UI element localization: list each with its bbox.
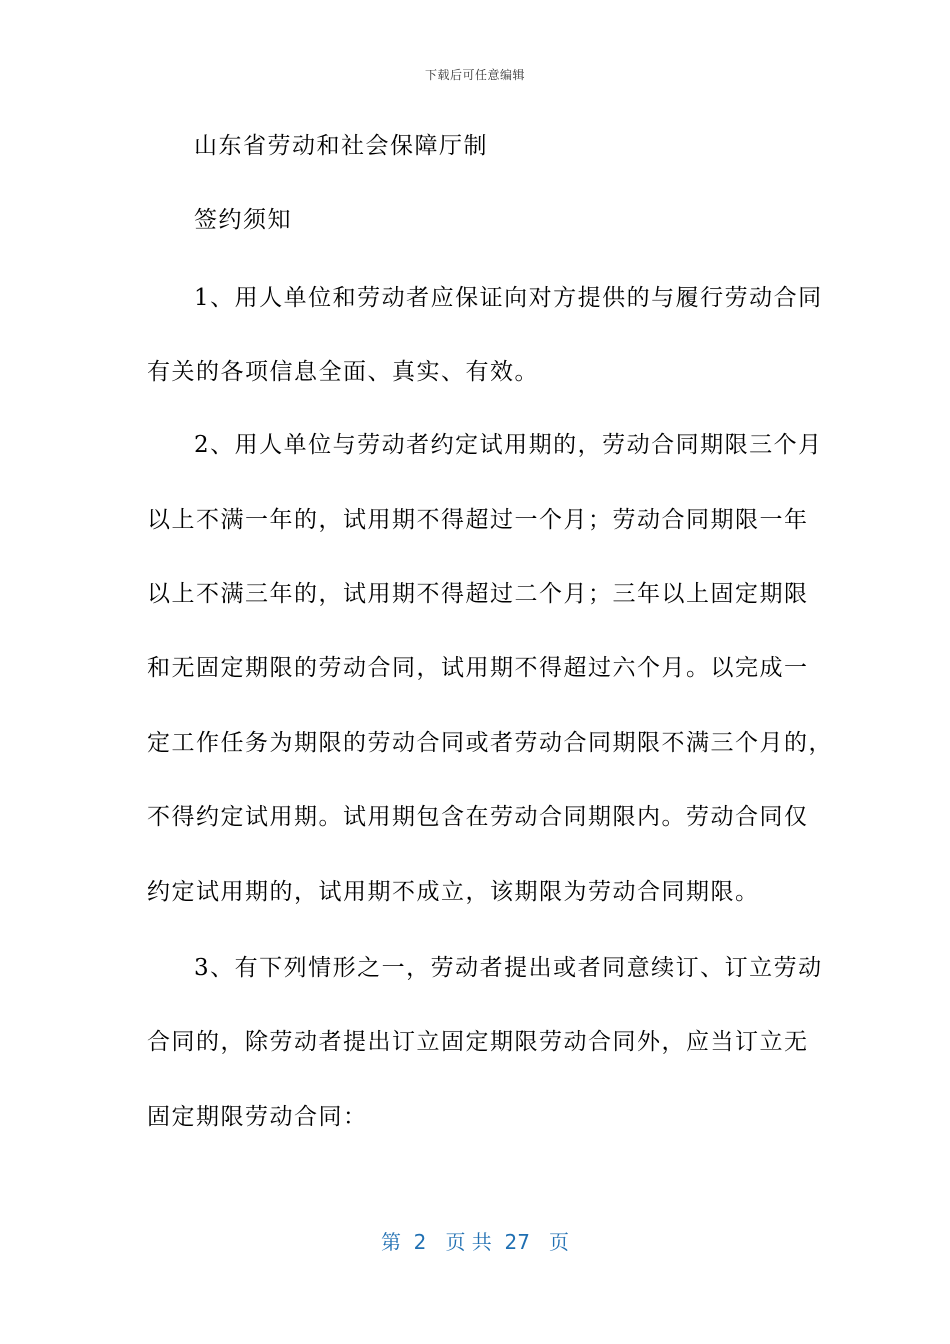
- paragraph-3-line-2: 合同的，除劳动者提出订立固定期限劳动合同外，应当订立无: [147, 1029, 809, 1055]
- paragraph-2-line-4: 和无固定期限的劳动合同，试用期不得超过六个月。以完成一: [147, 655, 809, 681]
- paragraph-2-line-1: 2、用人单位与劳动者约定试用期的，劳动合同期限三个月: [194, 432, 823, 458]
- paragraph-3-line-1: 3、有下列情形之一，劳动者提出或者同意续订、订立劳动: [194, 955, 823, 981]
- paragraph-2-line-2: 以上不满一年的，试用期不得超过一个月；劳动合同期限一年: [147, 507, 809, 533]
- paragraph-2-line-7: 约定试用期的，试用期不成立，该期限为劳动合同期限。: [147, 879, 760, 905]
- paragraph-3-line-3: 固定期限劳动合同：: [147, 1104, 368, 1130]
- section-title: 签约须知: [194, 207, 292, 233]
- page-header: 下载后可任意编辑: [424, 68, 525, 82]
- paragraph-2-line-5: 定工作任务为期限的劳动合同或者劳动合同期限不满三个月的，: [147, 730, 833, 756]
- paragraph-2-line-6: 不得约定试用期。试用期包含在劳动合同期限内。劳动合同仅: [147, 804, 809, 830]
- issuer-line: 山东省劳动和社会保障厅制: [194, 133, 488, 159]
- paragraph-2-line-3: 以上不满三年的，试用期不得超过二个月；三年以上固定期限: [147, 581, 809, 607]
- page-footer: 第 2 页 共 27 页: [380, 1230, 570, 1254]
- paragraph-1-line-1: 1、用人单位和劳动者应保证向对方提供的与履行劳动合同: [194, 285, 823, 311]
- paragraph-1-line-2: 有关的各项信息全面、真实、有效。: [147, 359, 539, 385]
